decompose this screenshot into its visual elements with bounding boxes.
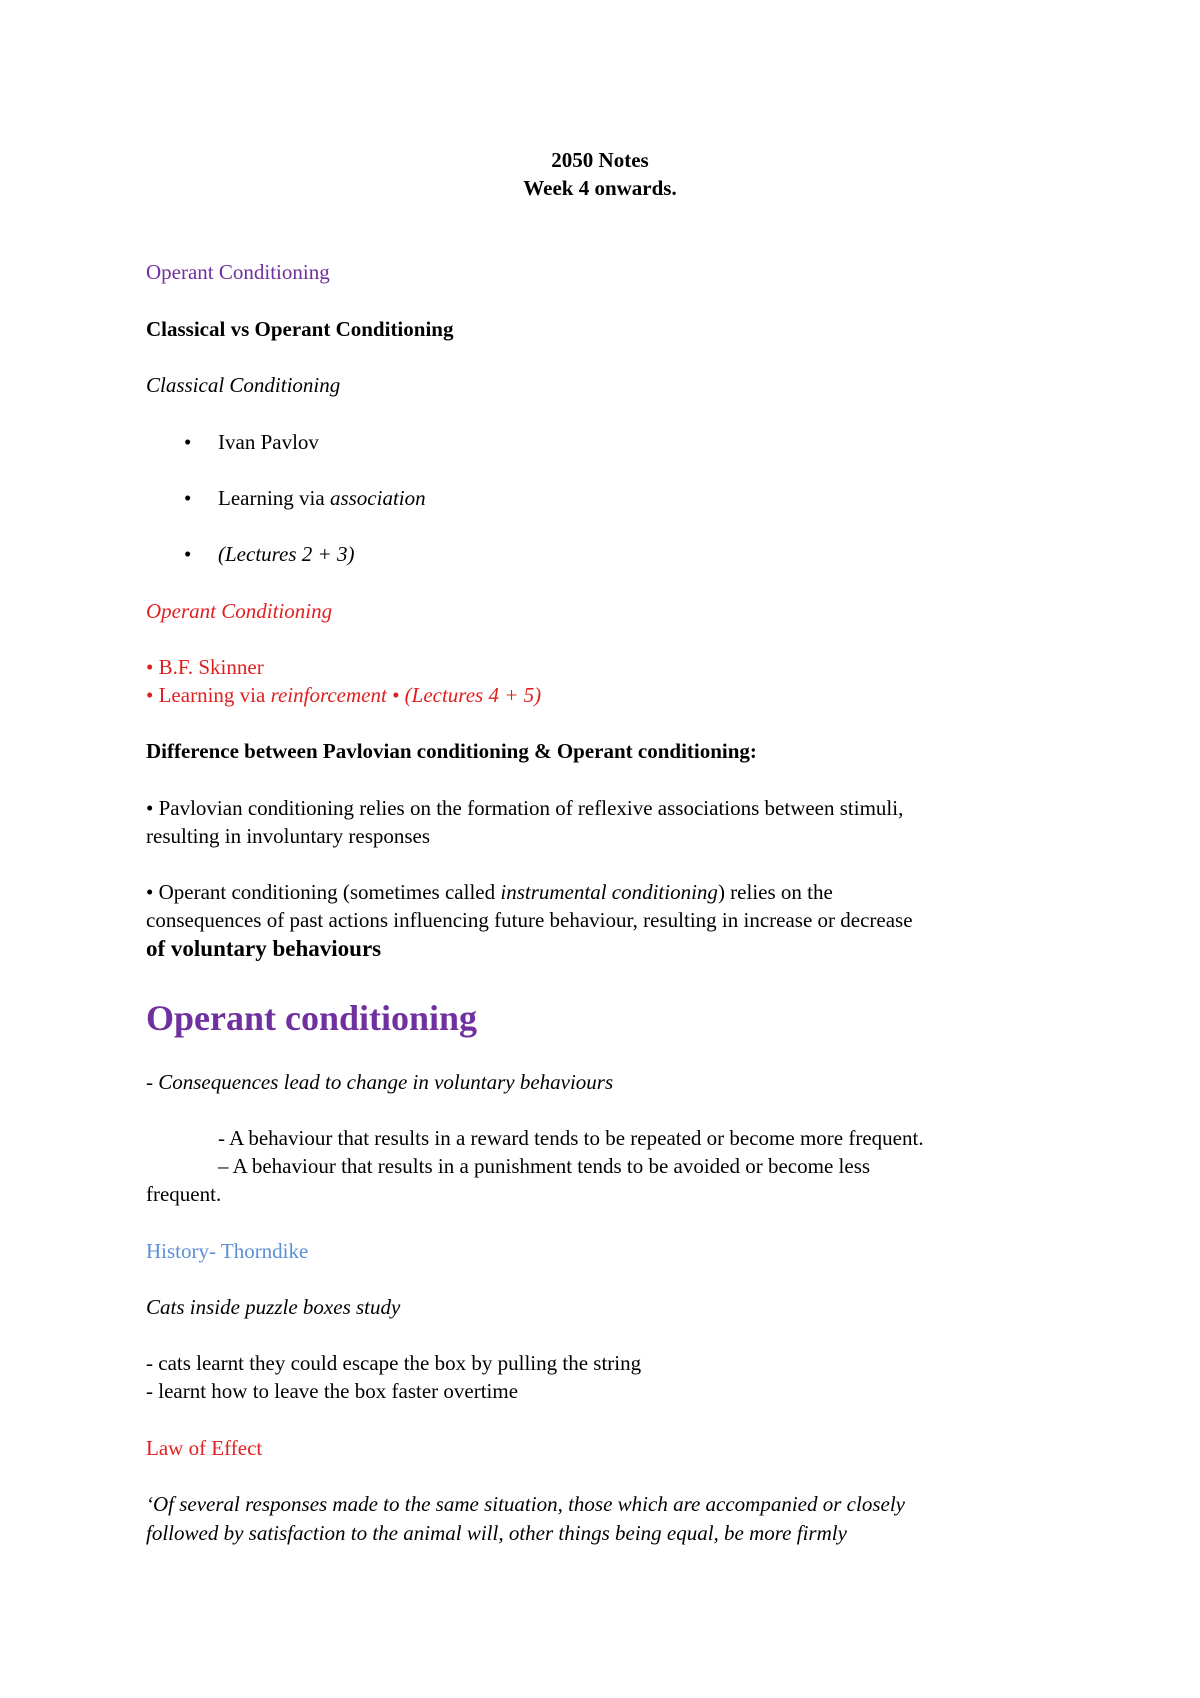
subheading-classical-vs-operant: Classical vs Operant Conditioning [146,317,454,341]
difference-p2-line1 [146,882,833,903]
history-study: Cats inside puzzle boxes study [146,1295,401,1319]
difference-p2-line2: consequences of past actions influencing future behaviour, resulting in increase or decrease [146,908,913,932]
history-heading: History- Thorndike [146,1239,309,1263]
classical-label: Classical Conditioning [146,373,341,397]
difference-p1-line2: resulting in involuntary responses [146,824,431,848]
difference-p1-line1: • Pavlovian conditioning relies on the formation of reflexive associations between stimuli, [146,796,904,820]
section-heading-operant: Operant Conditioning [146,260,330,284]
operant-item-reward: - A behaviour that results in a reward tends to be repeated or become more frequent. [218,1126,924,1150]
bullet-text-em: association [329,486,426,510]
law-heading: Law of Effect [146,1436,263,1460]
operant-line-reinforcement [146,685,541,706]
bullet-learning-association [218,488,426,509]
law-quote-line1: ‘Of several responses made to the same situation, those which are accompanied or closely [146,1492,905,1516]
operant-lead: - Consequences lead to change in voluntary behaviours [146,1070,614,1094]
section-heading-operant-conditioning: Operant conditioning [146,998,478,1038]
p2-em: instrumental conditioning [500,880,718,904]
difference-heading: Difference between Pavlovian conditioning & Operant conditioning: [146,739,757,763]
history-line1: - cats learnt they could escape the box by pulling the string [146,1351,642,1375]
difference-p2-line3: of voluntary behaviours [146,936,382,961]
bullet-text-pre: Learning via [218,486,330,510]
p2-pre: • Operant conditioning (sometimes called [146,880,501,904]
bullet-dot: • [184,486,192,510]
history-line2: - learnt how to leave the box faster overtime [146,1379,519,1403]
document-subtitle: Week 4 onwards. [523,176,677,200]
operant-line-skinner: • B.F. Skinner [146,655,264,679]
operant-line-pre: • Learning via [146,683,271,707]
operant-label: Operant Conditioning [146,599,333,623]
law-quote-line2: followed by satisfaction to the animal will, other things being equal, be more firmly [146,1521,847,1545]
operant-item-punishment: – A behaviour that results in a punishment tends to be avoided or become less [218,1154,871,1178]
bullet-dot: • [184,430,192,454]
operant-item-punishment-cont: frequent. [146,1182,222,1206]
operant-line-em: reinforcement • (Lectures 4 + 5) [270,683,542,707]
p2-post: ) relies on the [717,880,833,904]
bullet-ivan-pavlov: Ivan Pavlov [218,430,319,454]
bullet-lectures-2-3: (Lectures 2 + 3) [218,542,355,566]
document-title: 2050 Notes [551,148,649,172]
bullet-dot: • [184,542,192,566]
